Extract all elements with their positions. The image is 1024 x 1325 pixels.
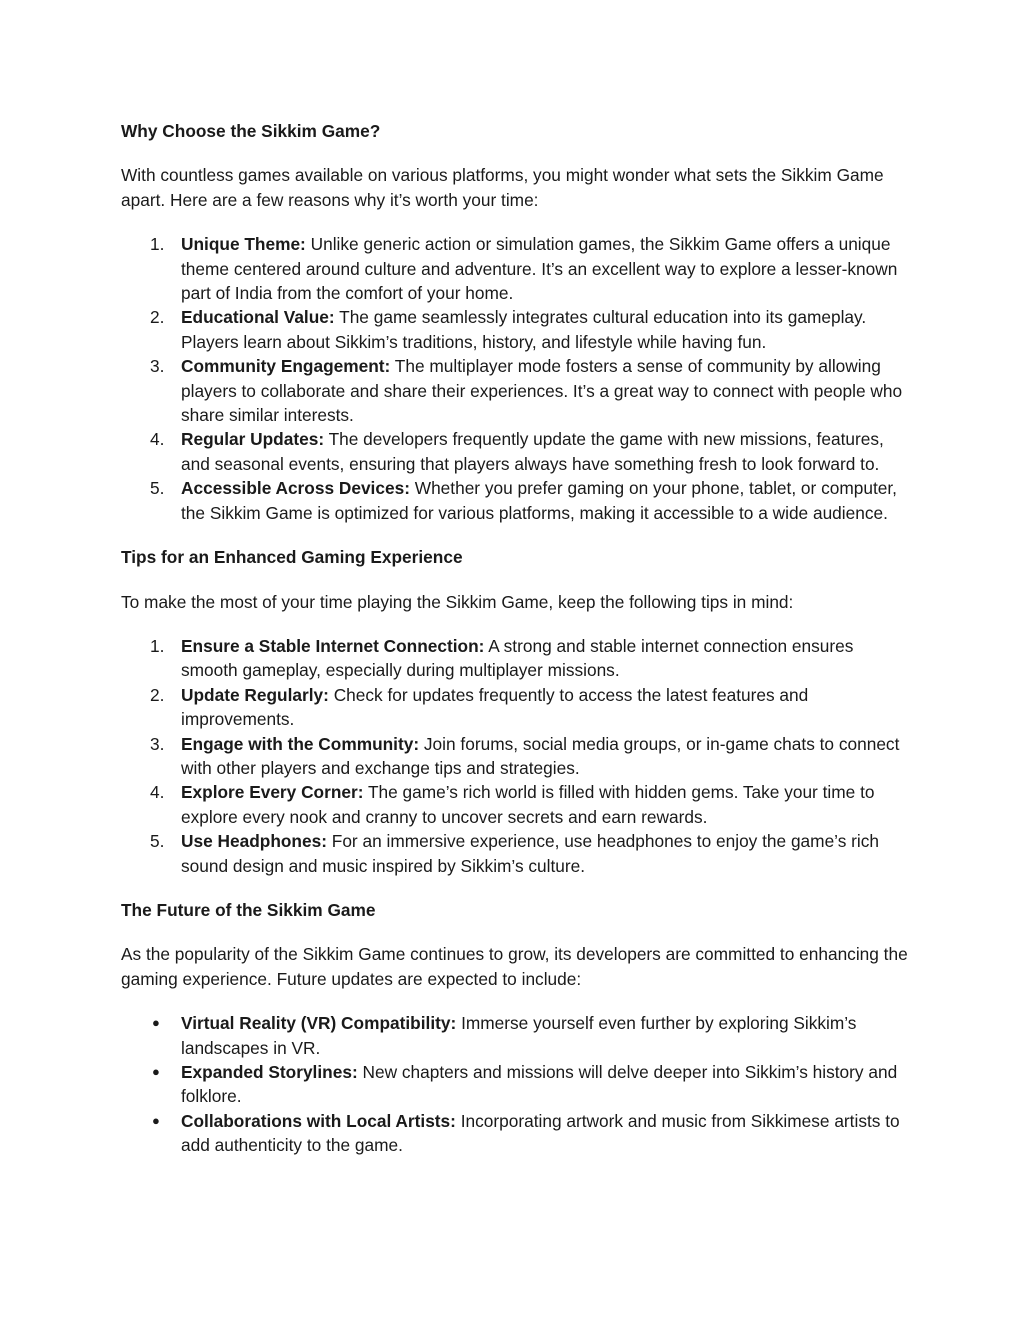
item-label: Explore Every Corner:	[181, 782, 364, 803]
list-item	[121, 476, 911, 525]
list-item	[121, 305, 911, 354]
item-label: Community Engagement:	[181, 356, 391, 377]
item-label: Ensure a Stable Internet Connection:	[181, 635, 485, 656]
item-label: Virtual Reality (VR) Compatibility:	[181, 1013, 457, 1034]
list-number: 3.	[150, 356, 165, 377]
list-number: 5.	[150, 831, 165, 852]
item-label: Update Regularly:	[181, 684, 329, 705]
list-item	[121, 1060, 911, 1109]
item-label: Engage with the Community:	[181, 733, 420, 754]
item-text: Incorporating artwork and music from Sikkimese artists to add authenticity to the game.	[181, 1110, 900, 1156]
item-text: The multiplayer mode fosters a sense of community by allowing players to collaborate and share their experiences. It’s a great way to connect with people who share similar interests.	[181, 356, 903, 426]
item-text: The game’s rich world is filled with hidden gems. Take your time to explore every nook and cranny to uncover secrets and earn rewards.	[181, 782, 875, 827]
section-intro-tips: To make the most of your time playing the Sikkim Game, keep the following tips in mind:	[121, 591, 794, 612]
item-text: Immerse yourself even further by exploring Sikkim’s landscapes in VR.	[181, 1013, 857, 1058]
bullet-icon: ●	[152, 1064, 160, 1079]
section-heading-future: The Future of the Sikkim Game	[121, 899, 376, 920]
bullet-icon: ●	[152, 1015, 160, 1031]
item-label: Expanded Storylines:	[181, 1062, 358, 1082]
future-updates-list	[121, 1011, 911, 1157]
list-item	[121, 354, 911, 427]
document-page	[121, 119, 911, 1158]
list-item	[121, 232, 911, 305]
item-text: The game seamlessly integrates cultural education into its gameplay. Players learn about Sikkim’s traditions, history, and lifestyle while having fun.	[181, 307, 867, 352]
list-item	[121, 683, 911, 732]
tips-list	[121, 634, 911, 878]
list-item	[121, 829, 911, 878]
section-heading-why-choose: Why Choose the Sikkim Game?	[121, 121, 381, 141]
list-item	[121, 1011, 911, 1060]
list-number: 5.	[150, 478, 165, 499]
list-number: 1.	[150, 234, 165, 255]
item-text: Unlike generic action or simulation games, the Sikkim Game offers a unique theme centered around culture and adventure. It’s an excellent way to explore a lesser-known part of India from the comfort of your home.	[181, 234, 898, 304]
item-label: Educational Value:	[181, 307, 335, 328]
section-intro-why-choose: With countless games available on various platforms, you might wonder what sets the Sikkim Game apart. Here are a few reasons why it’s worth your time:	[121, 165, 884, 210]
item-label: Regular Updates:	[181, 429, 325, 450]
item-text: For an immersive experience, use headphones to enjoy the game’s rich sound design and music inspired by Sikkim’s culture.	[181, 831, 879, 876]
item-label: Use Headphones:	[181, 831, 327, 852]
item-text: New chapters and missions will delve deeper into Sikkim’s history and folklore.	[181, 1062, 898, 1107]
list-number: 1.	[150, 635, 165, 656]
list-number: 4.	[150, 429, 165, 450]
item-text: Check for updates frequently to access the latest features and improvements.	[181, 684, 809, 730]
list-number: 2.	[150, 684, 165, 705]
item-text: The developers frequently update the game with new missions, features, and seasonal events, ensuring that players always have something fresh to look forward to.	[181, 429, 884, 474]
list-item	[121, 634, 911, 683]
list-item	[121, 427, 911, 476]
item-label: Unique Theme:	[181, 234, 306, 255]
list-item	[121, 1109, 911, 1158]
reasons-list	[121, 232, 911, 525]
list-number: 3.	[150, 733, 165, 754]
item-text: Join forums, social media groups, or in-game chats to connect with other players and exchange tips and strategies.	[181, 733, 900, 778]
bullet-icon: ●	[152, 1112, 160, 1128]
item-text: Whether you prefer gaming on your phone, tablet, or computer, the Sikkim Game is optimized for various platforms, making it accessible to a wide audience.	[181, 478, 897, 523]
list-item	[121, 732, 911, 781]
item-label: Accessible Across Devices:	[181, 478, 410, 499]
list-number: 2.	[150, 307, 165, 328]
section-heading-tips: Tips for an Enhanced Gaming Experience	[121, 547, 463, 568]
list-item	[121, 780, 911, 829]
list-number: 4.	[150, 782, 165, 803]
item-label: Collaborations with Local Artists:	[181, 1110, 456, 1131]
section-intro-future: As the popularity of the Sikkim Game continues to grow, its developers are committed to enhancing the gaming experience. Future updates are expected to include:	[121, 944, 908, 989]
item-text: A strong and stable internet connection ensures smooth gameplay, especially during multiplayer missions.	[181, 635, 854, 681]
